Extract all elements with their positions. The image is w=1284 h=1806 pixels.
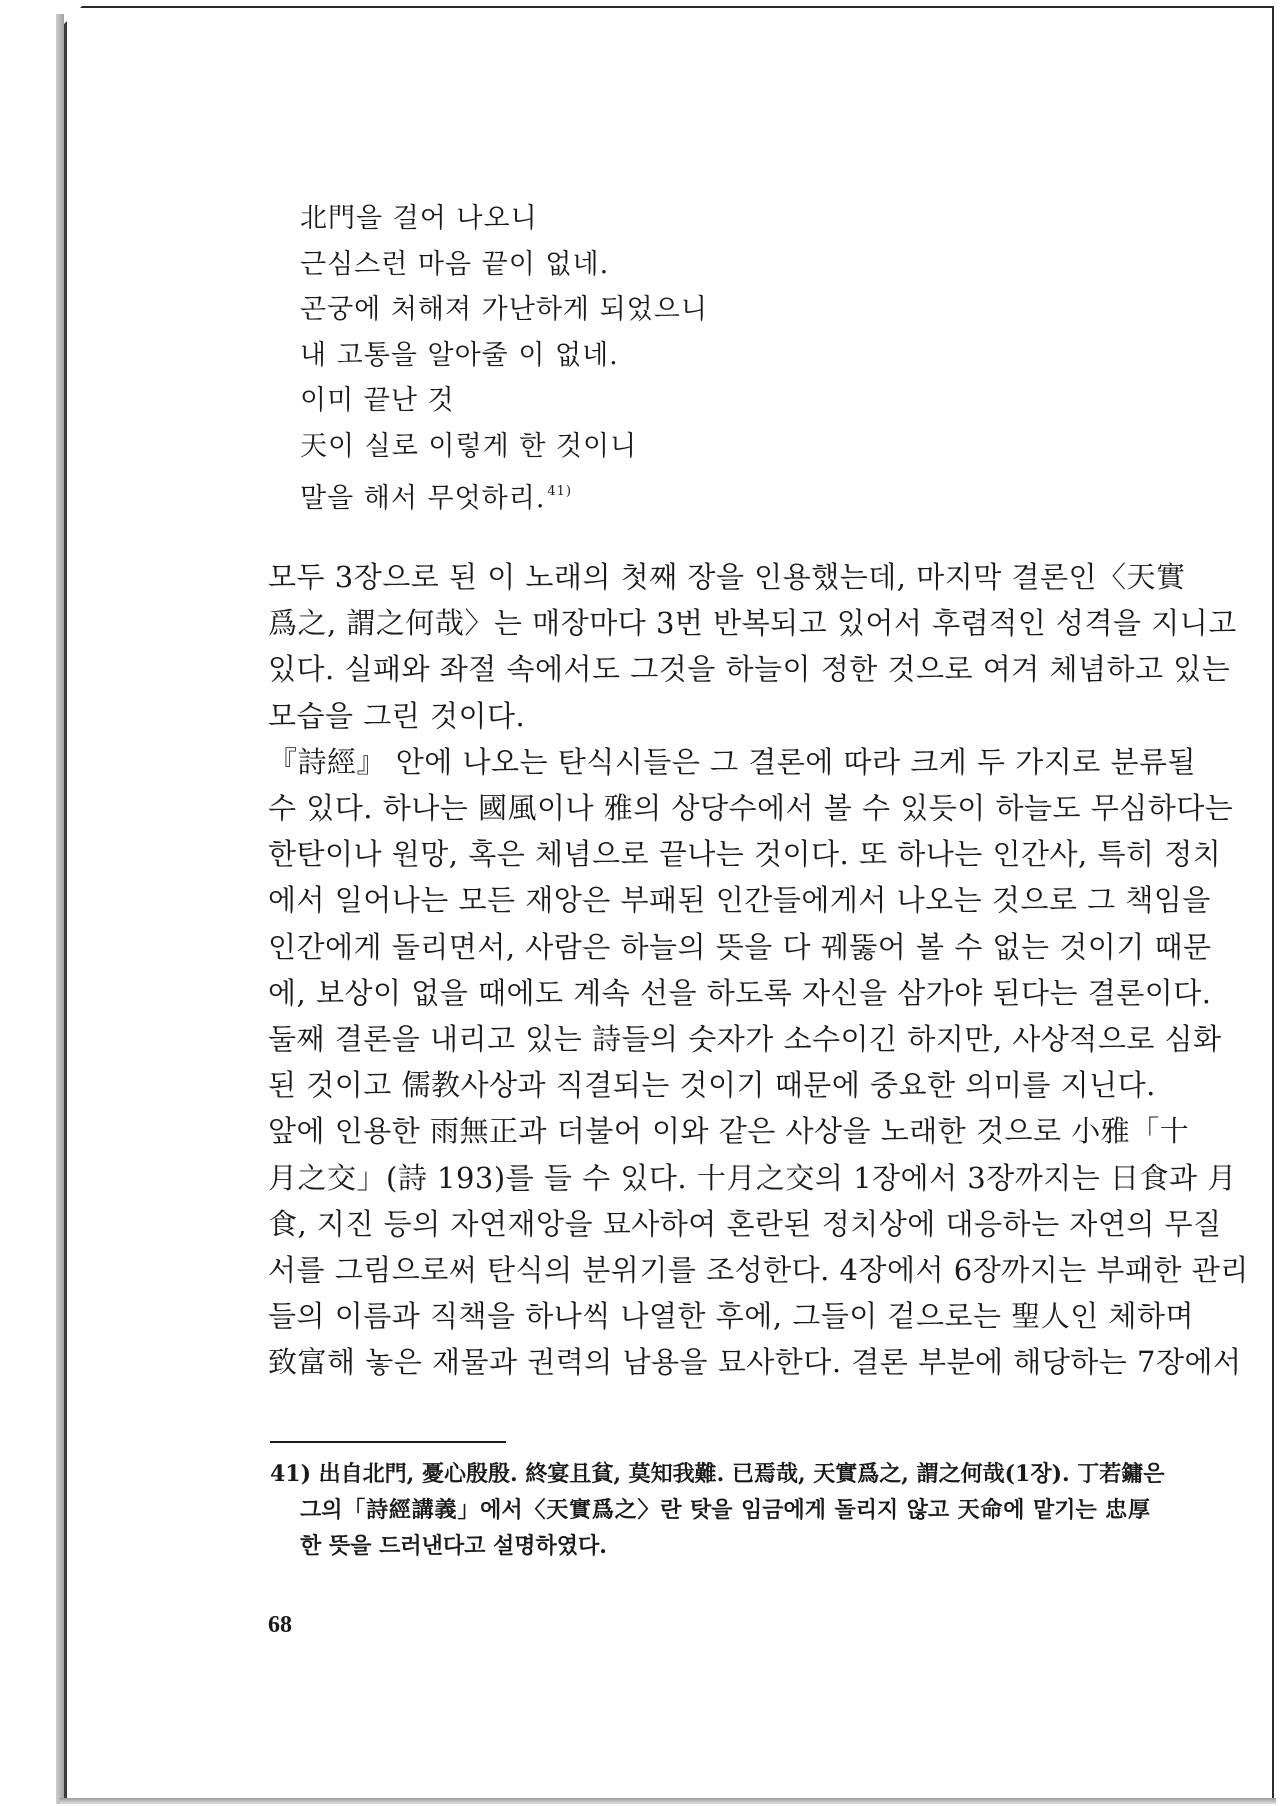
body-line: 들의 이름과 직책을 하나씩 나열한 후에, 그들이 겉으로는 聖人인 체하며 xyxy=(268,1299,1195,1334)
body-line: 한탄이나 원망, 혹은 체념으로 끝나는 것이다. 또 하나는 인간사, 특히 정치 xyxy=(268,837,1222,872)
poem-line: 곤궁에 처해져 가난하게 되었으니 xyxy=(300,294,708,325)
body-line: 앞에 인용한 雨無正과 더불어 이와 같은 사상을 노래한 것으로 小雅「十 xyxy=(268,1114,1190,1149)
body-line: 둘째 결론을 내리고 있는 詩들의 숫자가 소수이긴 하지만, 사상적으로 심화 xyxy=(268,1022,1222,1057)
footnote-line: 그의「詩經講義」에서〈天實爲之〉란 탓을 임금에게 돌리지 않고 天命에 맡기는 忠厚 xyxy=(300,1497,1150,1523)
body-line: 모두 3장으로 된 이 노래의 첫째 장을 인용했는데, 마지막 결론인〈天實 xyxy=(268,560,1186,594)
body-line: 에, 보상이 없을 때에도 계속 선을 하도록 자신을 삼가야 된다는 결론이다. xyxy=(268,975,1212,1010)
poem-block xyxy=(300,196,708,522)
body-line: 있다. 실패와 좌절 속에서도 그것을 하늘이 정한 것으로 여겨 체념하고 있는 xyxy=(268,652,1231,687)
body-line: 『詩經』 안에 나오는 탄식시들은 그 결론에 따라 크게 두 가지로 분류될 xyxy=(268,744,1197,779)
body-line: 食, 지진 등의 자연재앙을 묘사하여 혼란된 정치상에 대응하는 자연의 무질 xyxy=(268,1206,1222,1241)
body-line: 서를 그림으로써 탄식의 분위기를 조성한다. 4장에서 6장까지는 부패한 관리 xyxy=(268,1253,1249,1288)
poem-line: 天이 실로 이렇게 한 것이니 xyxy=(300,430,638,462)
body-line: 수 있다. 하나는 國風이나 雅의 상당수에서 볼 수 있듯이 하늘도 무심하다는 xyxy=(268,791,1234,826)
footnote-line: 한 뜻을 드러낸다고 설명하였다. xyxy=(300,1533,607,1559)
body-line: 인간에게 돌리면서, 사람은 하늘의 뜻을 다 꿰뚫어 볼 수 없는 것이기 때문 xyxy=(268,929,1212,964)
poem-line: 근심스런 마음 끝이 없네. xyxy=(300,248,610,280)
footnote-line: 41) 出自北門, 憂心殷殷. 終宴且貧, 莫知我難. 已焉哉, 天實爲之, 謂之何哉(1장). 丁若鏞은 xyxy=(270,1461,1165,1487)
body-text xyxy=(268,554,1249,1386)
footnote xyxy=(270,1456,1165,1564)
body-line: 爲之, 謂之何哉〉는 매장마다 3번 반복되고 있어서 후렴적인 성격을 지니고 xyxy=(268,606,1237,641)
body-line: 된 것이고 儒教사상과 직결되는 것이기 때문에 중요한 의미를 지닌다. xyxy=(268,1068,1156,1103)
body-line: 月之交」(詩 193)를 들 수 있다. 十月之交의 1장에서 3장까지는 日食과 月 xyxy=(268,1160,1237,1195)
poem-line: 내 고통을 알아줄 이 없네. xyxy=(300,339,619,371)
page-bottom-shadow xyxy=(60,1798,1276,1804)
page-number: 68 xyxy=(268,1612,292,1638)
page-corner xyxy=(64,6,82,24)
body-line: 致富해 놓은 재물과 권력의 남용을 묘사한다. 결론 부분에 해당하는 7장에서 xyxy=(268,1345,1242,1380)
body-line: 에서 일어나는 모든 재앙은 부패된 인간들에게서 나오는 것으로 그 책임을 xyxy=(268,883,1211,918)
body-line: 모습을 그린 것이다. xyxy=(268,698,526,733)
footnote-reference: 41) xyxy=(547,484,573,499)
poem-line-last xyxy=(300,469,708,522)
poem-line-text: 말을 해서 무엇하리. xyxy=(300,483,546,514)
poem-line: 北門을 걸어 나오니 xyxy=(300,203,538,234)
footnote-divider xyxy=(270,1441,506,1443)
poem-line: 이미 끝난 것 xyxy=(300,385,455,416)
